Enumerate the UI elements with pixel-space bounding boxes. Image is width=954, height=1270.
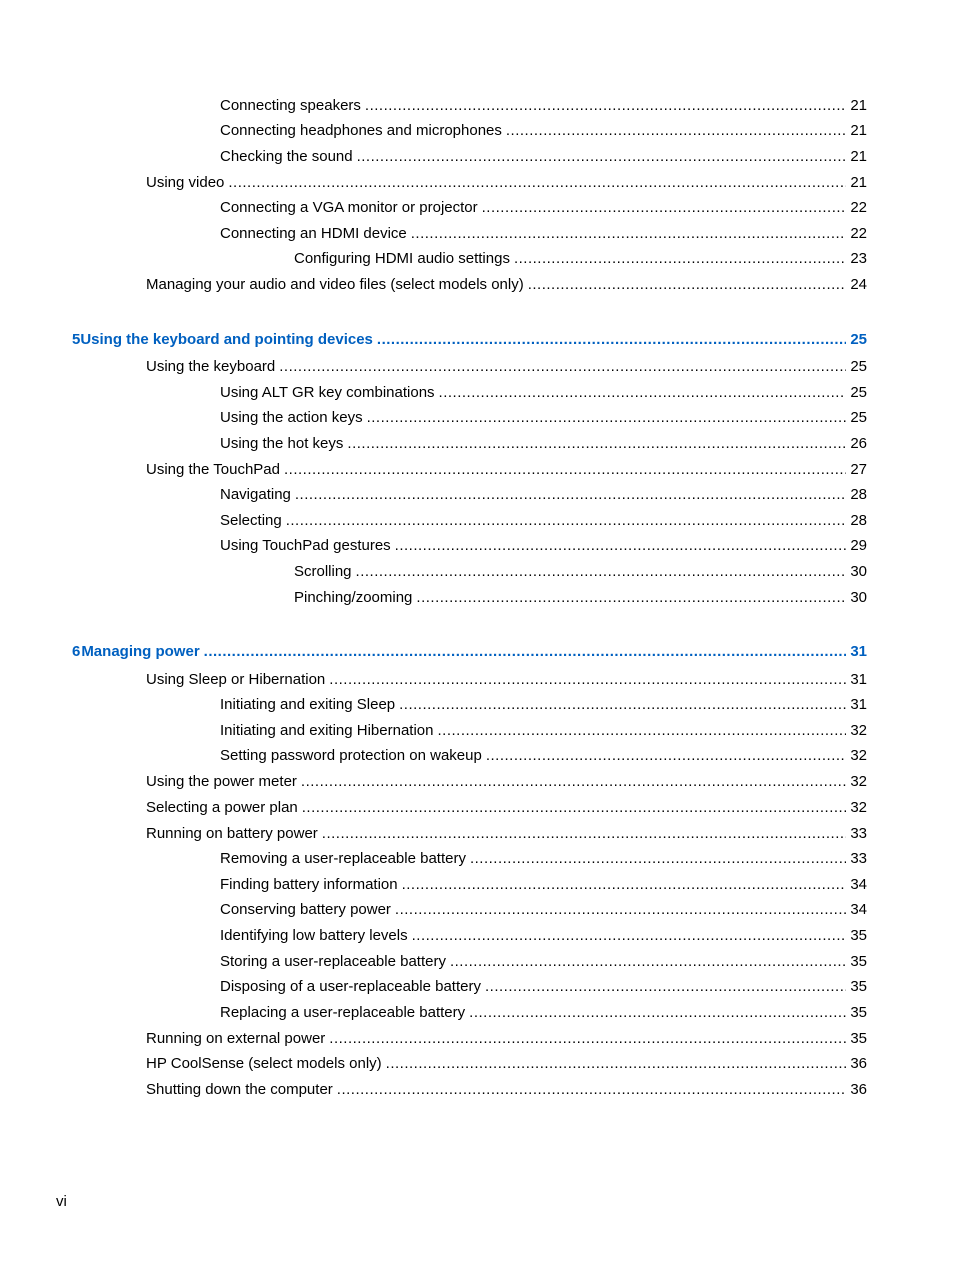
toc-entry-title: Using the power meter [146, 773, 297, 790]
toc-entry[interactable] [146, 1080, 867, 1100]
toc-entry-title: Removing a user-replaceable battery [220, 850, 466, 867]
toc-entry-title: Using the action keys [220, 409, 363, 426]
toc-entry-title: Replacing a user-replaceable battery [220, 1004, 466, 1021]
toc-entry-page: 23 [850, 250, 867, 267]
toc-entry-page: 25 [850, 384, 867, 401]
toc-entry[interactable] [220, 511, 867, 531]
toc-entry[interactable] [146, 275, 867, 295]
toc-entry-page: 35 [850, 953, 867, 970]
toc-chapter-title: Using the keyboard and pointing devices [80, 331, 373, 348]
toc-entry[interactable] [294, 249, 867, 269]
toc-dot-leader [514, 249, 846, 269]
toc-chapter-entry[interactable] [72, 330, 867, 350]
toc-dot-leader [329, 670, 846, 690]
toc-entry-title: Setting password protection on wakeup [220, 747, 482, 764]
toc-entry[interactable] [220, 96, 867, 116]
toc-entry[interactable] [220, 383, 867, 403]
toc-entry-title: Using video [146, 174, 225, 191]
toc-entry[interactable] [220, 1003, 867, 1023]
toc-dot-leader [528, 275, 847, 295]
toc-entry-title: Checking the sound [220, 148, 353, 165]
toc-entry-title: Connecting an HDMI device [220, 225, 407, 242]
toc-dot-leader [411, 224, 847, 244]
toc-entry-title: Storing a user-replaceable battery [220, 953, 446, 970]
toc-entry-page: 35 [850, 927, 867, 944]
toc-entry-page: 22 [850, 199, 867, 216]
toc-entry-title: Selecting a power plan [146, 799, 298, 816]
toc-entry-title: Running on battery power [146, 825, 318, 842]
toc-dot-leader [485, 977, 846, 997]
toc-entry-page: 32 [850, 799, 867, 816]
toc-entry[interactable] [220, 224, 867, 244]
toc-entry[interactable] [220, 147, 867, 167]
toc-dot-leader [469, 1003, 846, 1023]
toc-entry-title: Connecting a VGA monitor or projector [220, 199, 478, 216]
toc-entry[interactable] [146, 460, 867, 480]
toc-entry-page: 33 [850, 850, 867, 867]
toc-entry-page: 25 [850, 409, 867, 426]
toc-entry-page: 32 [850, 722, 867, 739]
toc-chapter-number: 5 [72, 331, 81, 348]
toc-entry-title: Scrolling [294, 563, 352, 580]
toc-dot-leader [286, 511, 847, 531]
toc-entry-page: 35 [850, 1004, 867, 1021]
toc-entry[interactable] [146, 1029, 867, 1049]
toc-entry-title: HP CoolSense (select models only) [146, 1055, 382, 1072]
toc-entry-page: 21 [850, 97, 867, 114]
toc-entry-title: Identifying low battery levels [220, 927, 408, 944]
toc-entry-title: Using TouchPad gestures [220, 537, 391, 554]
toc-dot-leader [395, 900, 846, 920]
toc-entry-page: 27 [850, 461, 867, 478]
toc-entry-page: 31 [850, 696, 867, 713]
toc-entry[interactable] [220, 198, 867, 218]
toc-entry-page: 28 [850, 486, 867, 503]
toc-entry[interactable] [220, 875, 867, 895]
toc-dot-leader [301, 772, 846, 792]
toc-entry[interactable] [220, 926, 867, 946]
toc-dot-leader [367, 408, 847, 428]
toc-chapter-entry[interactable] [72, 642, 867, 662]
toc-entry[interactable] [146, 772, 867, 792]
toc-dot-leader [439, 383, 847, 403]
toc-dot-leader [437, 721, 846, 741]
toc-entry[interactable] [146, 824, 867, 844]
toc-entry-page: 29 [850, 537, 867, 554]
toc-dot-leader [295, 485, 846, 505]
toc-dot-leader [329, 1029, 846, 1049]
toc-entry[interactable] [220, 952, 867, 972]
toc-entry-page: 33 [850, 825, 867, 842]
toc-entry[interactable] [220, 536, 867, 556]
toc-entry-page: 22 [850, 225, 867, 242]
toc-entry[interactable] [220, 434, 867, 454]
toc-dot-leader [279, 357, 846, 377]
toc-dot-leader [486, 746, 846, 766]
toc-dot-leader [377, 330, 846, 350]
toc-entry[interactable] [146, 670, 867, 690]
toc-dot-leader [337, 1080, 847, 1100]
toc-entry-page: 28 [850, 512, 867, 529]
toc-entry-page: 25 [850, 331, 867, 348]
toc-entry[interactable] [220, 900, 867, 920]
toc-entry-page: 35 [850, 1030, 867, 1047]
toc-dot-leader [347, 434, 846, 454]
toc-entry-title: Navigating [220, 486, 291, 503]
toc-entry-page: 36 [850, 1055, 867, 1072]
page-number: vi [56, 1193, 67, 1210]
toc-entry-title: Pinching/zooming [294, 589, 413, 606]
toc-dot-leader [416, 588, 846, 608]
toc-entry-title: Shutting down the computer [146, 1081, 333, 1098]
toc-dot-leader [386, 1054, 847, 1074]
toc-entry-page: 21 [850, 174, 867, 191]
toc-chapter-title: Managing power [81, 643, 200, 660]
toc-dot-leader [399, 695, 846, 715]
toc-entry-title: Finding battery information [220, 876, 398, 893]
toc-chapter-number: 6 [72, 643, 81, 660]
toc-entry[interactable] [220, 721, 867, 741]
toc-entry-page: 32 [850, 773, 867, 790]
toc-entry-page: 21 [850, 122, 867, 139]
toc-entry-title: Managing your audio and video files (select models only) [146, 276, 524, 293]
toc-entry[interactable] [294, 562, 867, 582]
toc-entry-page: 30 [850, 563, 867, 580]
toc-dot-leader [470, 849, 846, 869]
toc-entry-page: 24 [850, 276, 867, 293]
toc-entry[interactable] [220, 408, 867, 428]
toc-entry[interactable] [220, 121, 867, 141]
toc-entry-title: Using Sleep or Hibernation [146, 671, 326, 688]
toc-entry[interactable] [220, 746, 867, 766]
toc-entry-page: 25 [850, 358, 867, 375]
toc-entry[interactable] [146, 798, 867, 818]
toc-dot-leader [506, 121, 846, 141]
toc-dot-leader [365, 96, 846, 116]
toc-entry-page: 32 [850, 747, 867, 764]
toc-dot-leader [284, 460, 846, 480]
toc-entry-title: Connecting headphones and microphones [220, 122, 502, 139]
toc-entry-title: Connecting speakers [220, 97, 361, 114]
toc-entry-title: Disposing of a user-replaceable battery [220, 978, 481, 995]
toc-entry-page: 21 [850, 148, 867, 165]
toc-dot-leader [204, 642, 847, 662]
toc-entry-title: Initiating and exiting Hibernation [220, 722, 434, 739]
toc-dot-leader [450, 952, 846, 972]
toc-entry-page: 34 [850, 876, 867, 893]
toc-dot-leader [322, 824, 847, 844]
toc-entry-title: Initiating and exiting Sleep [220, 696, 396, 713]
toc-entry-title: Using the keyboard [146, 358, 276, 375]
toc-entry-title: Using the TouchPad [146, 461, 280, 478]
toc-dot-leader [228, 173, 846, 193]
toc-dot-leader [302, 798, 847, 818]
toc-entry-page: 26 [850, 435, 867, 452]
toc-entry-page: 36 [850, 1081, 867, 1098]
toc-entry[interactable] [146, 357, 867, 377]
toc-dot-leader [356, 562, 847, 582]
toc-entry[interactable] [220, 695, 867, 715]
toc-entry-page: 30 [850, 589, 867, 606]
toc-entry[interactable] [220, 485, 867, 505]
toc-entry-page: 35 [850, 978, 867, 995]
toc-entry-page: 31 [850, 671, 867, 688]
toc-entry[interactable] [146, 1054, 867, 1074]
toc-entry-page: 31 [850, 643, 867, 660]
toc-entry-page: 34 [850, 901, 867, 918]
toc-dot-leader [357, 147, 847, 167]
toc-entry[interactable] [220, 849, 867, 869]
toc-entry-title: Using the hot keys [220, 435, 344, 452]
toc-entry[interactable] [220, 977, 867, 997]
toc-dot-leader [482, 198, 847, 218]
toc-dot-leader [412, 926, 847, 946]
toc-entry-title: Using ALT GR key combinations [220, 384, 435, 401]
toc-dot-leader [402, 875, 847, 895]
toc-entry-title: Conserving battery power [220, 901, 391, 918]
toc-dot-leader [395, 536, 847, 556]
toc-entry-title: Configuring HDMI audio settings [294, 250, 510, 267]
toc-entry[interactable] [146, 173, 867, 193]
toc-entry[interactable] [294, 588, 867, 608]
toc-entry-title: Running on external power [146, 1030, 326, 1047]
toc-entry-title: Selecting [220, 512, 282, 529]
